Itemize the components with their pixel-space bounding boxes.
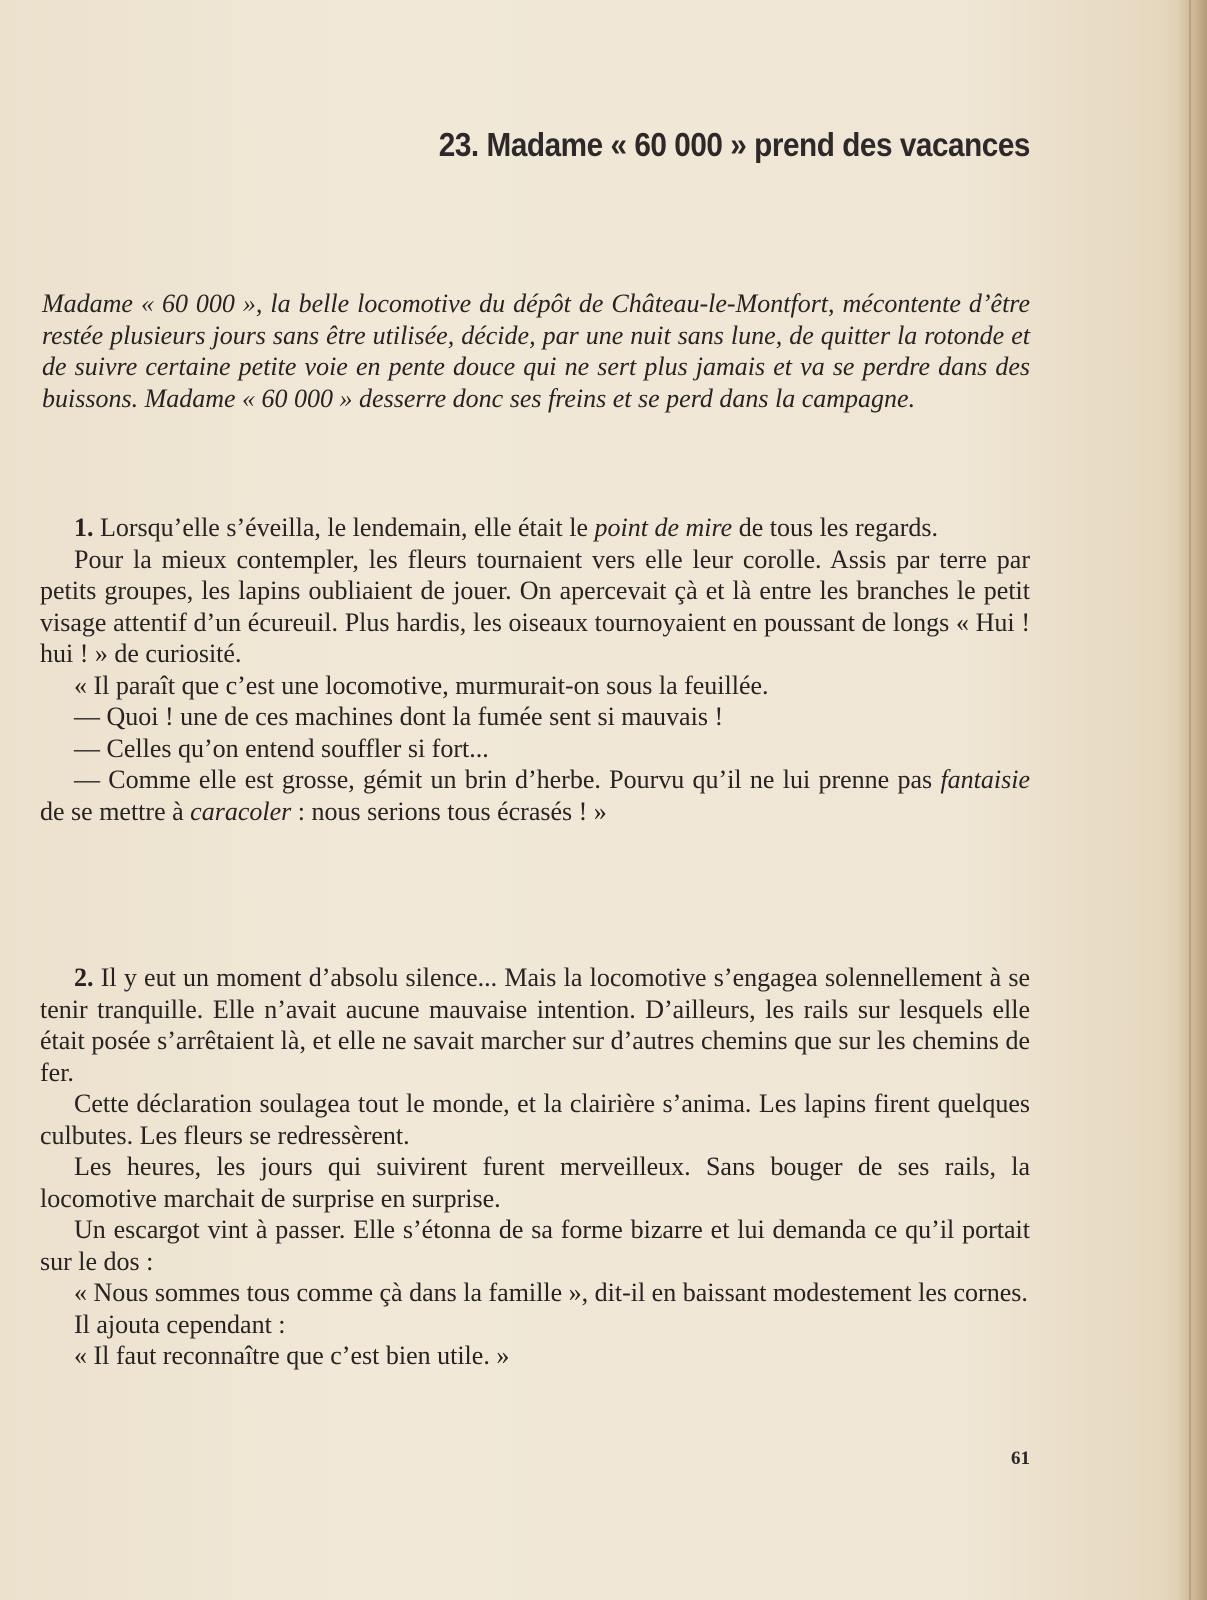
section-2-paragraph-6: Il ajouta cependant : (74, 1309, 286, 1339)
section-1-paragraph-6 (40, 764, 1030, 827)
section-2-paragraph-1 (40, 962, 1030, 1088)
section-1-paragraph-4: — Quoi ! une de ces machines dont la fumée sent si mauvais ! (74, 702, 724, 731)
page-number: 61 (1011, 1448, 1030, 1469)
text-run: Il y eut un moment d’absolu silence... Mais la locomotive s’engagea solennellement à se tenir tranquille. Elle n’avait aucune mauvaise intention. D’ailleurs, les rails sur lesquels elle était posée s’arrêtaient là, et elle ne savait marcher sur d’autres chemins que sur les chemins de fer. (40, 963, 1030, 1087)
section-2-paragraph-3: Les heures, les jours qui suivirent furent merveilleux. Sans bouger de ses rails, la locomotive marchait de surprise en surprise. (40, 1152, 1030, 1213)
italic-term: caracoler (190, 796, 292, 826)
text-run: Lorsqu’elle s’éveilla, le lendemain, elle était le (93, 513, 595, 542)
italic-term: point de mire (594, 513, 733, 542)
section-2-paragraph-2: Cette déclaration soulagea tout le monde, et la clairière s’anima. Les lapins firent quelques culbutes. Les fleurs se redressèrent. (40, 1089, 1030, 1150)
text-run: : nous serions tous écrasés ! » (291, 796, 607, 826)
section-1-paragraph-5: — Celles qu’on entend souffler si fort... (74, 733, 489, 763)
page-edge-line (1189, 0, 1191, 1600)
section-1 (40, 512, 1030, 827)
chapter-title: 23. Madame « 60 000 » prend des vacances (438, 126, 1030, 163)
section-number: 1. (74, 513, 94, 542)
section-2-paragraph-5: « Nous sommes tous comme çà dans la famille », dit-il en baissant modestement les cornes. (74, 1278, 1028, 1307)
italic-term: fantaisie (940, 765, 1030, 794)
chapter-intro: Madame « 60 000 », la belle locomotive du dépôt de Château-le-Montfort, mécontente d’être restée plusieurs jours sans être utilisée, décide, par une nuit sans lune, de quitter la rotonde et de suivre certaine petite voie en pente douce qui ne sert plus jamais et va se perdre dans des buissons. Madame « 60 000 » desserre donc ses freins et se perd dans la campagne. (42, 289, 1030, 413)
section-2-paragraph-7: « Il faut reconnaître que c’est bien utile. » (74, 1341, 510, 1370)
text-run: de se mettre à (40, 796, 191, 826)
section-1-paragraph-3: « Il paraît que c’est une locomotive, murmurait-on sous la feuillée. (74, 670, 769, 700)
text-run: — Comme elle est grosse, gémit un brin d’herbe. Pourvu qu’il ne lui prenne pas (74, 765, 941, 794)
text-run: de tous les regards. (732, 513, 938, 542)
page-edge-shadow (1177, 0, 1207, 1600)
section-2-paragraph-4: Un escargot vint à passer. Elle s’étonna de sa forme bizarre et lui demanda ce qu’il portait sur le dos : (40, 1215, 1030, 1276)
section-2 (40, 962, 1030, 1372)
section-number: 2. (74, 963, 94, 992)
section-1-paragraph-2: Pour la mieux contempler, les fleurs tournaient vers elle leur corolle. Assis par terre par petits groupes, les lapins oubliaient de jouer. On apercevait çà et là entre les branches le petit visage attentif d’un écureuil. Plus hardis, les oiseaux tournoyaient en poussant de longs « Hui ! hui ! » de curiosité. (40, 544, 1030, 668)
section-1-paragraph-1 (40, 512, 1030, 544)
